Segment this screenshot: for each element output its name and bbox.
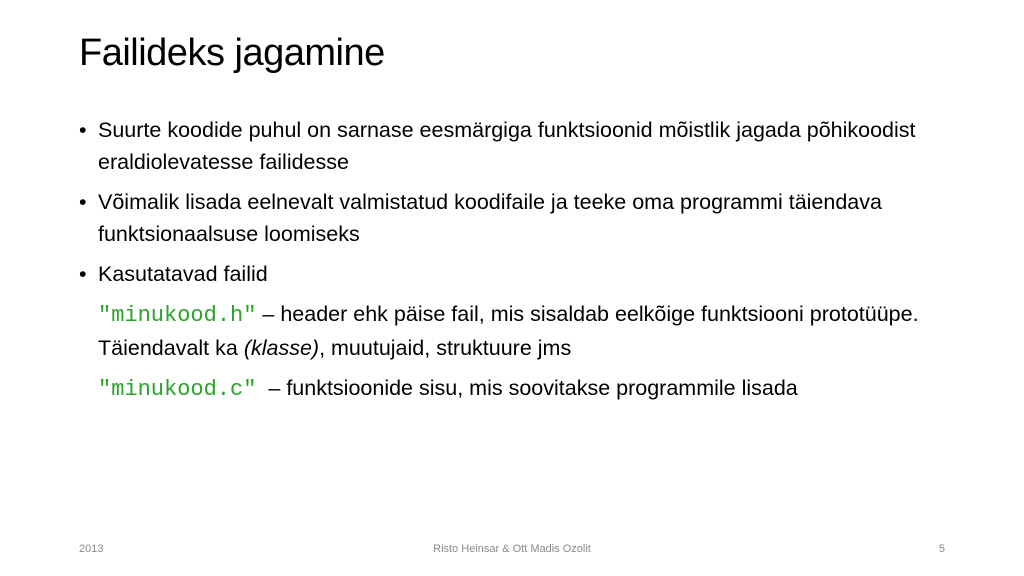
bullet-item bbox=[79, 114, 959, 178]
bullet-text: Suurte koodide puhul on sarnase eesmärgiga funktsioonid mõistlik jagada põhikoodist eraldiolevatesse failidesse bbox=[98, 118, 916, 174]
slide-title: Failideks jagamine bbox=[79, 32, 385, 74]
footer-page-number: 5 bbox=[938, 543, 945, 555]
bullet-text: Võimalik lisada eelnevalt valmistatud koodifaile ja teeke oma programmi täiendava funktsionaalsuse loomiseks bbox=[98, 190, 882, 246]
code-filename-source: "minukood.c" bbox=[98, 377, 257, 402]
bullet-text: Kasutatavad failid bbox=[98, 262, 268, 286]
bullet-item bbox=[79, 258, 959, 290]
file-desc-text: – funktsioonide sisu, mis soovitakse programmile lisada bbox=[256, 376, 798, 400]
bullet-dot-icon: • bbox=[79, 190, 87, 214]
footer-year: 2013 bbox=[79, 543, 104, 555]
bullet-dot-icon: • bbox=[79, 118, 87, 142]
file-desc-text: – header ehk päise fail, mis sisaldab eelkõige funktsiooni prototüüpe. Täiendavalt ka bbox=[98, 302, 919, 360]
bullet-dot-icon: • bbox=[79, 262, 87, 286]
code-filename-header: "minukood.h" bbox=[98, 303, 257, 328]
slide-body bbox=[79, 114, 959, 414]
file-description-header bbox=[79, 298, 959, 364]
footer-authors: Risto Heinsar & Ott Madis Ozolit bbox=[433, 543, 591, 555]
file-desc-text-end: , muutujaid, struktuure jms bbox=[319, 336, 572, 360]
file-description-source bbox=[79, 372, 959, 406]
bullet-item bbox=[79, 186, 959, 250]
file-desc-italic: (klasse) bbox=[243, 336, 320, 360]
